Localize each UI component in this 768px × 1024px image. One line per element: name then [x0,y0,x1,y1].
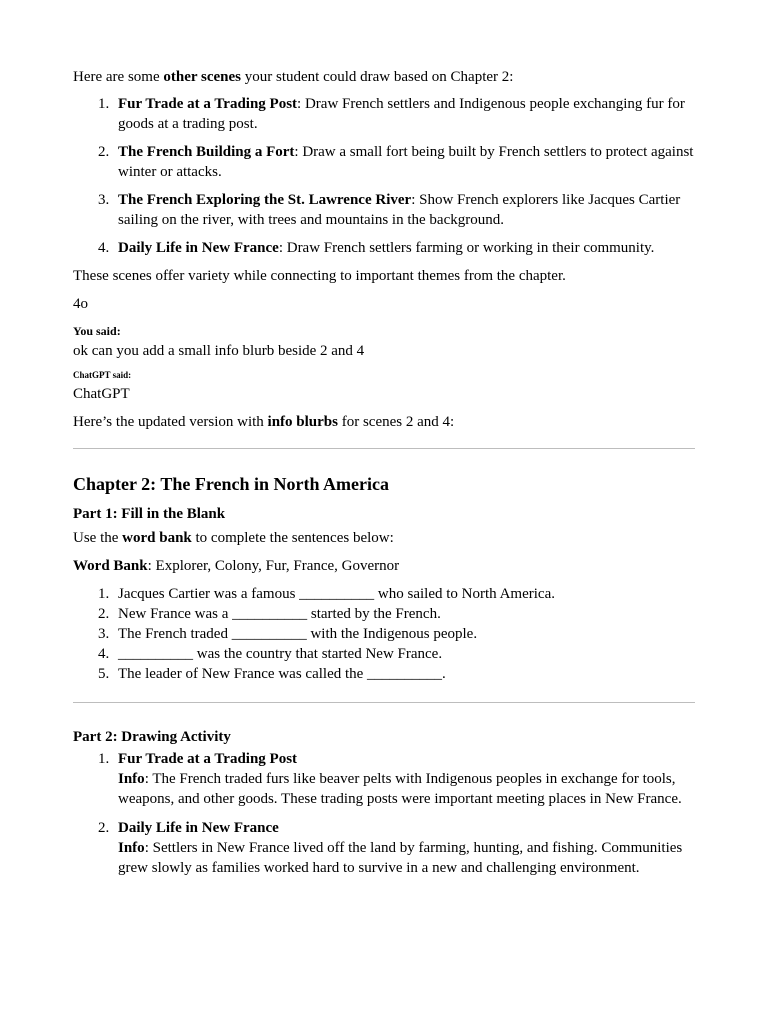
list-number: 5. [98,666,110,682]
scene-text: : Draw French settlers and Indigenous people exchanging fur for goods at a trading post. [118,96,685,132]
divider [73,448,695,449]
fill-blank-list [73,584,695,684]
updated-suffix: for scenes 2 and 4: [337,414,455,430]
list-number: 4. [98,240,110,256]
assistant-label: ChatGPT said: [73,370,132,380]
updated-bold: info blurbs [267,414,338,430]
intro-prefix: Here are some [73,69,164,85]
drawing-item [73,749,695,809]
scene-text: : Show French explorers like Jacques Cartier sailing on the river, with trees and mountains in the background. [118,192,681,228]
scene-item [73,94,695,134]
chapter-title: Chapter 2: The French in North America [73,474,389,494]
info-blurb: : Settlers in New France lived off the land by farming, hunting, and fishing. Communities grew slowly as families worked hard to survive in a new and challenging environment. [118,840,683,876]
drawing-title: Daily Life in New France [118,820,279,836]
instr-prefix: Use the [73,530,123,546]
list-number: 1. [98,751,110,767]
scene-text: : Draw French settlers farming or working in their community. [278,240,655,256]
instr-bold: word bank [122,530,192,546]
sentence-text: Jacques Cartier was a famous __________ who sailed to North America. [118,586,555,602]
scene-item [73,142,695,182]
list-number: 3. [98,192,110,208]
sentence-text: New France was a __________ started by the French. [118,606,441,622]
list-number: 4. [98,646,110,662]
drawing-activity-list [73,749,695,878]
scene-item [73,238,695,258]
instr-suffix: to complete the sentences below: [191,530,394,546]
updated-prefix: Here’s the updated version with [73,414,268,430]
model-tag: 4o [73,296,88,312]
scene-title: Daily Life in New France [118,240,279,256]
scene-list [73,94,695,258]
user-label: You said: [73,324,121,338]
scene-title: The French Exploring the St. Lawrence River [118,192,412,208]
scenes-summary: These scenes offer variety while connecting to important themes from the chapter. [73,268,566,284]
fill-blank-item [73,664,695,684]
scene-title: Fur Trade at a Trading Post [118,96,298,112]
intro-paragraph [73,67,695,87]
divider [73,702,695,703]
list-number: 1. [98,586,110,602]
list-number: 1. [98,96,110,112]
info-blurb: : The French traded furs like beaver pelts with Indigenous peoples in exchange for tools, weapons, and other goods. These trading posts were important meeting places in New France. [118,771,682,807]
part2-heading: Part 2: Drawing Activity [73,729,231,745]
list-number: 2. [98,606,110,622]
word-bank [73,556,695,576]
info-label: Info [118,840,145,856]
part1-instructions [73,528,695,548]
list-number: 2. [98,820,110,836]
fill-blank-item [73,624,695,644]
assistant-name: ChatGPT [73,386,130,402]
drawing-item [73,818,695,878]
list-number: 3. [98,626,110,642]
intro-bold: other scenes [163,69,241,85]
sentence-text: The leader of New France was called the __________. [118,666,446,682]
user-message: ok can you add a small info blurb beside 2 and 4 [73,343,365,359]
fill-blank-item [73,584,695,604]
word-bank-words: : Explorer, Colony, Fur, France, Governor [147,558,400,574]
scene-text: : Draw a small fort being built by French settlers to protect against winter or attacks. [118,144,694,180]
scene-title: The French Building a Fort [118,144,295,160]
sentence-text: The French traded __________ with the Indigenous people. [118,626,478,642]
assistant-updated-line [73,412,695,432]
fill-blank-item [73,644,695,664]
word-bank-label: Word Bank [73,558,148,574]
scene-item [73,190,695,230]
intro-suffix: your student could draw based on Chapter 2: [241,69,514,85]
part1-heading: Part 1: Fill in the Blank [73,506,226,522]
fill-blank-item [73,604,695,624]
sentence-text: __________ was the country that started New France. [118,646,443,662]
info-label: Info [118,771,145,787]
list-number: 2. [98,144,110,160]
drawing-title: Fur Trade at a Trading Post [118,751,298,767]
